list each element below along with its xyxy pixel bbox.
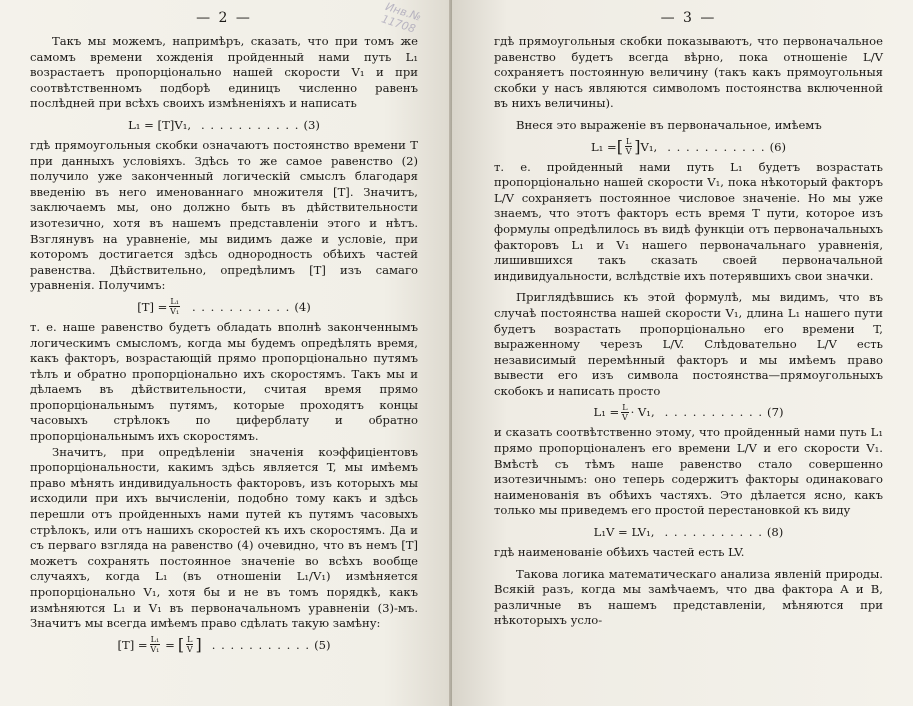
equation-leader: . . . . . . . . . . . (664, 405, 764, 420)
equation-leader: . . . . . . . . . . . (667, 139, 766, 154)
fraction (150, 635, 161, 654)
bracket: ] (195, 634, 202, 654)
left-page (0, 0, 452, 706)
fraction (169, 297, 180, 316)
equation-lhs: [T] = (137, 299, 168, 314)
equation-number: (3) (303, 117, 320, 132)
equation-number: (6) (769, 139, 787, 154)
paragraph: гдѣ прямоугольныя скобки показываютъ, что первоначальное равенство будетъ всегда вѣрно, пока отношеніе L/V сохраняетъ постоянную величину (такъ какъ прямоугольныя скобки у насъ являются символомъ постоянства включенной въ нихъ величины). (494, 34, 883, 111)
bracket: ] (634, 136, 641, 156)
denominator: V₁ (170, 307, 180, 317)
paragraph: т. е. наше равенство будетъ обладать вполнѣ законченнымъ логическимъ смысломъ, когда мы будемъ опредѣлять время, какъ факторъ, возрастающій прямо пропорціонально путямъ тѣлъ и обратно пропорціонально ихъ скоростямъ. Такъ мы и дѣлаемъ въ дѣйствительности, считая время прямо пропорціональнымъ путямъ, которые проходятъ концы часовыхъ стрѣлокъ по циферблату и обратно пропорціональнымъ ихъ скоростямъ. (30, 319, 418, 444)
equation-number: (8) (766, 525, 784, 540)
equation-lhs: L₁ = (593, 405, 620, 420)
denominator: V (625, 147, 632, 157)
paragraph: и сказать соотвѣтственно этому, что пройденный нами путь L₁ прямо пропорціоналенъ его времени L/V и его скорости V₁. Вмѣстѣ съ тѣмъ наше равенство стало совершенно изотезичнымъ: оно теперь содержитъ факторы одинаковаго наименованія въ обѣихъ частяхъ. Это дѣлается ясно, какъ только мы приведемъ его простой перестановкой къ виду (494, 425, 883, 518)
equation-3 (30, 112, 418, 138)
paragraph: Такъ мы можемъ, напримѣръ, сказать, что при томъ же самомъ времени хожденія пройденный нами путь L₁ возрастаетъ пропорціонально нашей скорости V₁ и при соотвѣтственномъ подборѣ единицъ численно равенъ послѣдней при всѣхъ своихъ измѣненіяхъ и написать (30, 34, 418, 111)
equation-number: (7) (767, 405, 784, 420)
equation-4 (30, 294, 418, 320)
paragraph: Значитъ, при опредѣленіи значенія коэффиціентовъ пропорціональности, какимъ здѣсь является T, мы имѣемъ право мѣнять индивидуальность факторовъ, изъ которыхъ мы исходили при ихъ вычисленіи, подобно тому какъ и здѣсь перешли отъ пройденныхъ нами путей къ путямъ часовыхъ стрѣлокъ, или отъ нашихъ скоростей къ ихъ скоростямъ. Да и съ перваго взгляда на равенство (4) очевидно, что въ немъ [T] можетъ сохранять постоянное значеніе во всѣхъ вообще случаяхъ, когда L₁ (въ отношеніи L₁/V₁) измѣняется пропорціонально V₁, хотя бы и не въ томъ порядкѣ, какъ измѣняются L₁ и V₁ въ первоначальномъ уравненіи (3)-мъ. Значитъ мы всегда имѣемъ право сдѣлать такую замѣну: (30, 444, 418, 631)
equation-lhs: L₁ = (590, 139, 617, 154)
numerator: L₁ (150, 635, 160, 645)
page-number: — 2 — (196, 10, 252, 26)
numerator: L (622, 402, 628, 412)
paragraph: Приглядѣвшись къ этой формулѣ, мы видимъ, что въ случаѣ постоянства нашей скорости V₁, длина L₁ нашего пути будетъ возрастать пропорціонально его времени T, выраженному черезъ L/V. Слѣдовательно L/V есть независимый перемѣнный факторъ и мы имѣемъ право вывести его изъ символа постоянства—прямоугольныхъ скобокъ и написать просто (494, 290, 883, 398)
right-page (452, 0, 913, 706)
fraction (621, 403, 628, 422)
denominator: V (186, 645, 193, 655)
numerator: L₁ (170, 297, 179, 307)
paragraph: Внеся это выраженіе въ первоначальное, имѣемъ (516, 117, 822, 132)
equation-number: (4) (294, 299, 311, 314)
fraction (625, 137, 632, 156)
equation-rhs: · V₁, (630, 405, 655, 420)
equation-number: (5) (314, 637, 331, 652)
denominator: V (622, 412, 628, 422)
equation-expression: L₁ = [T]V₁, (128, 117, 192, 132)
equation-lhs: [T] = (117, 637, 148, 652)
equation-leader: . . . . . . . . . . . (211, 637, 311, 652)
library-stamp: Инв.№ 11708 (379, 0, 423, 36)
equation-6 (494, 134, 883, 160)
denominator: V₁ (150, 645, 160, 655)
numerator: L (625, 137, 632, 147)
paragraph: Такова логика математическаго анализа явленій природы. Всякій разъ, когда мы замѣчаемъ, что два фактора A и B, различные въ нашемъ представленіи, мѣняются при нѣкоторыхъ усло- (494, 566, 883, 628)
equation-leader: . . . . . . . . . . . (201, 117, 300, 132)
equation-leader: . . . . . . . . . . . (664, 525, 763, 540)
bracket: [ (616, 136, 623, 156)
numerator: L (187, 635, 193, 645)
paragraph: гдѣ наименованіе обѣихъ частей есть LV. (494, 545, 745, 560)
page-number: — 3 — (660, 10, 717, 26)
paragraph: гдѣ прямоугольныя скобки означаютъ постоянство времени T при данныхъ условіяхъ. Здѣсь то же самое равенство (2) получило уже законченный логическій смыслъ благодаря введенію въ него именованнаго множителя [T]. Значитъ, заключаемъ мы, оно должно быть въ дѣйствительности изотезично, хотя въ нашемъ представленіи этого и нѣтъ. Взглянувъ на уравненіе, мы видимъ даже и условіе, при которомъ достигается здѣсь однородность обѣихъ частей равенства. Дѣйствительно, опредѣлимъ [T] изъ самаго уравненія. Получимъ: (30, 137, 418, 293)
equation-expression: L₁V = LV₁, (593, 525, 655, 540)
equation-5: [T] = $\frac{\text{L₁}}{\text{V₁}}$ = [ $\frac{L}{V}$ ] . . . . . . . . . . . (5) (117, 634, 331, 655)
equation-7 (494, 399, 883, 425)
bracket: [ (177, 634, 185, 654)
paragraph: т. е. пройденный нами путь L₁ будетъ возрастать пропорціонально нашей скорости V₁, пока нѣкоторый факторъ L/V сохраняетъ постоянное числовое значеніе. Но мы уже знаемъ, что этотъ факторъ есть время T пути, которое изъ формулы опредѣлилось въ видѣ функціи отъ первоначальныхъ факторовъ L₁ и V₁ нашего первоначальнаго уравненія, лишившихся такъ сказать своей первоначальной индивидуальности, вслѣдствіе ихъ потерявшихъ свои значки. (494, 159, 883, 283)
fraction (186, 635, 193, 654)
equation-leader: . . . . . . . . . . . (191, 299, 291, 314)
equation-8 (494, 519, 883, 545)
equation-rhs: V₁, (640, 139, 658, 154)
